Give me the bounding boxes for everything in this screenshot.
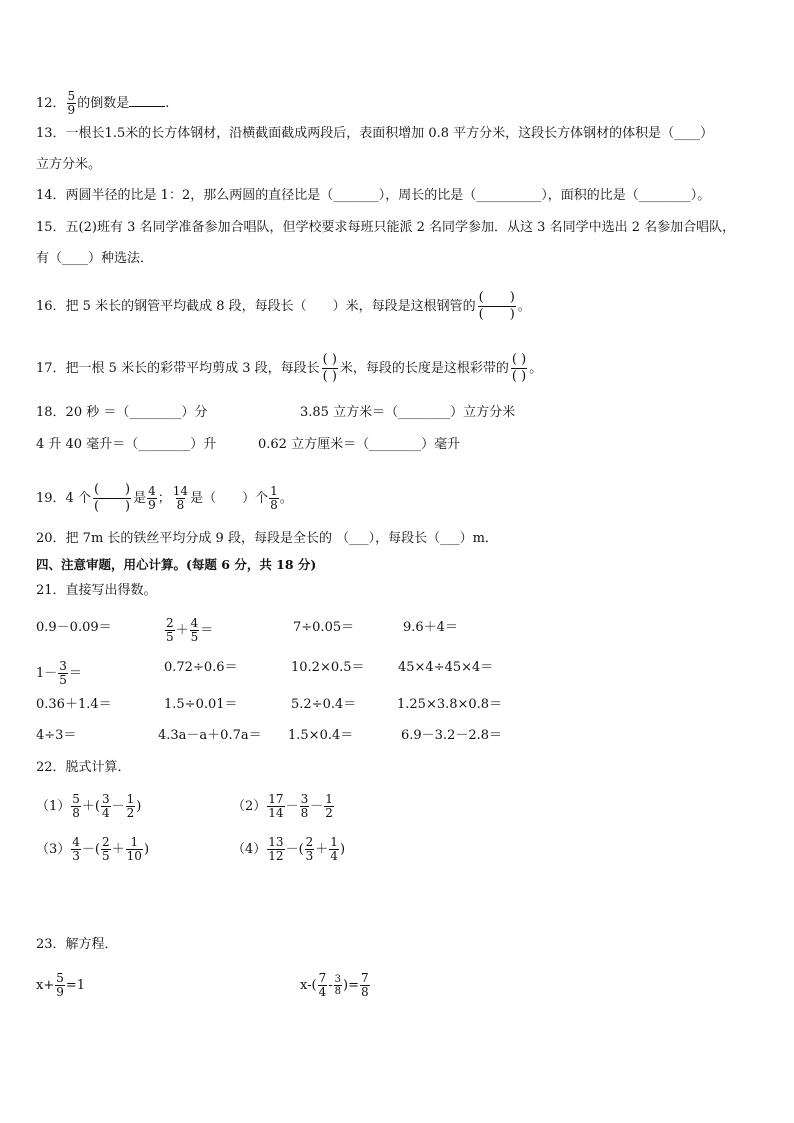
question-22-title: 22．脱式计算．: [36, 760, 131, 775]
text-segment: ＝: [200, 623, 214, 638]
numerator: 3: [300, 792, 309, 806]
fraction: [126, 793, 136, 820]
text-segment: ): [136, 799, 142, 814]
numerator: ( ): [478, 290, 515, 305]
text-segment: 1－: [36, 666, 58, 681]
equation-2: [300, 972, 371, 999]
expr-3: [36, 836, 149, 863]
numerator: 7: [360, 971, 369, 985]
numerator: 3: [102, 792, 110, 806]
text-segment: 17．把一根 5 米长的彩带平均剪成 3 段，每段长: [36, 361, 320, 376]
denominator: 3: [72, 849, 80, 863]
text-segment: =1: [65, 978, 86, 993]
denominator: 5: [166, 630, 174, 644]
numerator: 1: [270, 484, 278, 498]
question-17: [36, 352, 542, 385]
numerator: 5: [67, 89, 76, 103]
denominator: 5: [59, 673, 67, 687]
fraction: [126, 836, 143, 863]
text-segment: 是: [133, 491, 147, 506]
paren-fraction: [511, 352, 527, 385]
text-segment: 19．4 个: [36, 491, 91, 506]
calc-item: 9.6＋4＝: [403, 620, 458, 635]
denominator: 8: [72, 806, 80, 820]
calc-item: 10.2×0.5＝: [291, 660, 365, 675]
denominator: 8: [334, 986, 341, 997]
question-19: [36, 482, 293, 515]
text-segment: 。: [279, 491, 293, 506]
text-segment: x+: [36, 978, 55, 993]
calc-item: 5.2÷0.4＝: [291, 697, 357, 712]
numerator: 1: [130, 835, 139, 849]
question-18-b: 3.85 立方米＝（________）立方分米: [300, 405, 516, 420]
numerator: 4: [72, 835, 80, 849]
denominator: 2: [126, 806, 135, 820]
calc-item: 0.9－0.09＝: [36, 620, 112, 635]
numerator: 2: [102, 835, 110, 849]
fraction: [324, 793, 334, 820]
denominator: 2: [325, 806, 333, 820]
numerator: 13: [268, 835, 284, 849]
fraction: [71, 836, 81, 863]
question-12: [36, 90, 169, 117]
numerator: ( ): [322, 352, 337, 367]
fraction: [165, 617, 175, 644]
calc-item: [36, 660, 82, 687]
numerator: 3: [334, 974, 341, 985]
question-18-d: 0.62 立方厘米＝（________）毫升: [258, 437, 461, 452]
fraction: [55, 972, 65, 999]
expr-4: [232, 836, 345, 863]
calc-item: 4.3a－a＋0.7a＝: [158, 728, 262, 743]
denominator: 5: [190, 630, 199, 644]
paren-fraction: [322, 352, 338, 385]
fraction: [269, 485, 279, 512]
numerator: 4: [148, 484, 156, 498]
text-segment: ＋: [111, 842, 125, 857]
question-21-title: 21．直接写出得数。: [36, 583, 157, 598]
calc-item: 0.36＋1.4＝: [36, 697, 112, 712]
numerator: 5: [72, 792, 80, 806]
numerator: 2: [305, 835, 314, 849]
numerator: 4: [190, 616, 199, 630]
denominator: 10: [126, 849, 142, 863]
question-18-c: 4 升 40 毫升＝（________）升: [36, 437, 217, 452]
text-segment: -: [328, 978, 333, 993]
expr-2: [232, 793, 335, 820]
denominator: 8: [176, 498, 185, 512]
paren-fraction: [478, 290, 516, 323]
denominator: 8: [300, 806, 309, 820]
fraction: [334, 974, 342, 997]
text-segment: .: [165, 96, 170, 111]
denominator: 12: [268, 849, 284, 863]
numerator: 14: [172, 484, 189, 498]
text-segment: 是（ ）个: [190, 491, 269, 506]
text-segment: －: [111, 799, 125, 814]
text-segment: （2）: [232, 799, 267, 814]
numerator: 1: [325, 792, 333, 806]
fraction: [101, 793, 111, 820]
fraction: [267, 793, 284, 820]
text-segment: 16．把 5 米长的钢管平均截成 8 段，每段长（ ）米，每段是这根钢管的: [36, 299, 476, 314]
fraction: [101, 836, 111, 863]
text-segment: x-(: [300, 978, 317, 993]
text-segment: )=: [343, 978, 359, 993]
fraction: [58, 660, 68, 687]
text-segment: ): [143, 842, 150, 857]
question-20: 20．把 7m 长的铁丝平均分成 9 段，每段是全长的 （___），每段长（___）m．: [36, 531, 498, 546]
text-segment: ＋(: [81, 799, 100, 814]
calc-item: 1.5÷0.01＝: [164, 697, 238, 712]
text-segment: －: [310, 799, 324, 814]
text-segment: 。: [529, 361, 543, 376]
fraction: [147, 485, 157, 512]
fraction: [329, 836, 339, 863]
question-13-line1: 13．一根长1.5米的长方体钢材，沿横截面截成两段后，表面积增加 0.8 平方分米，这段长方体钢材的体积是（____）: [36, 126, 714, 141]
fraction: [305, 836, 315, 863]
question-23-title: 23．解方程．: [36, 937, 118, 952]
calc-item: 0.72÷0.6＝: [164, 660, 238, 675]
numerator: 3: [59, 659, 67, 673]
denominator: 9: [148, 498, 156, 512]
numerator: ( ): [511, 352, 527, 367]
fraction: [360, 972, 370, 999]
denominator: 8: [270, 498, 278, 512]
numerator: 5: [56, 971, 64, 985]
text-segment: （4）: [232, 842, 267, 857]
calc-item: 6.9－3.2－2.8＝: [401, 728, 503, 743]
text-segment: ；: [157, 491, 171, 506]
denominator: 5: [102, 849, 110, 863]
text-segment: 。: [517, 299, 531, 314]
fraction: [71, 793, 81, 820]
section-4-title: 四、注意审题，用心计算。(每题 6 分，共 18 分): [36, 557, 317, 572]
text-segment: －(: [285, 842, 304, 857]
denominator: 4: [318, 985, 327, 999]
denominator: 9: [67, 103, 76, 117]
text-segment: －(: [81, 842, 100, 857]
fraction: [67, 90, 77, 117]
text-segment: ＋: [315, 842, 329, 857]
numerator: ( ): [93, 482, 131, 497]
question-13-line2: 立方分米。: [36, 157, 102, 172]
denominator: 14: [268, 806, 284, 820]
expr-1: [36, 793, 141, 820]
text-segment: （3）: [36, 842, 71, 857]
calc-item: 7÷0.05＝: [293, 620, 355, 635]
numerator: 1: [330, 835, 338, 849]
text-segment: ＝: [68, 666, 82, 681]
calc-item: 1.25×3.8×0.8＝: [397, 697, 503, 712]
denominator: ( ): [322, 369, 337, 384]
fraction: [318, 972, 328, 999]
fraction: [172, 485, 189, 512]
numerator: 1: [126, 792, 135, 806]
fraction: [267, 836, 284, 863]
calc-item: 45×4÷45×4＝: [398, 660, 494, 675]
text-segment: 米，每段的长度是这根彩带的: [339, 361, 509, 376]
denominator: ( ): [93, 499, 131, 514]
text-segment: 的倒数是: [77, 96, 130, 111]
answer-blank: [129, 106, 165, 107]
text-segment: （1）: [36, 799, 71, 814]
question-15-line1: 15．五(2)班有 3 名同学准备参加合唱队，但学校要求每班只能派 2 名同学参加．从这 3 名同学中选出 2 名参加合唱队，: [36, 220, 736, 235]
denominator: 4: [102, 806, 110, 820]
fraction: [190, 617, 200, 644]
calc-item: [164, 617, 213, 644]
numerator: 7: [318, 971, 327, 985]
question-15-line2: 有（____）种选法．: [36, 251, 154, 266]
numerator: 17: [268, 792, 284, 806]
text-segment: ): [339, 842, 346, 857]
denominator: 4: [330, 849, 338, 863]
text-segment: 12．: [36, 96, 66, 111]
text-segment: ＋: [175, 623, 189, 638]
denominator: 9: [56, 985, 64, 999]
calc-item: 4÷3＝: [36, 728, 77, 743]
text-segment: －: [285, 799, 299, 814]
denominator: ( ): [478, 307, 515, 322]
numerator: 2: [166, 616, 174, 630]
question-18-a: 18．20 秒 ＝（________）分: [36, 405, 208, 420]
question-14: 14．两圆半径的比是 1：2，那么两圆的直径比是（_______），周长的比是（__________），面积的比是（________）。: [36, 188, 711, 203]
paren-fraction: [93, 482, 131, 515]
denominator: ( ): [511, 369, 527, 384]
denominator: 3: [305, 849, 314, 863]
denominator: 8: [360, 985, 369, 999]
question-16: [36, 290, 531, 323]
fraction: [300, 793, 310, 820]
calc-item: 1.5×0.4＝: [288, 728, 354, 743]
equation-1: [36, 972, 85, 999]
